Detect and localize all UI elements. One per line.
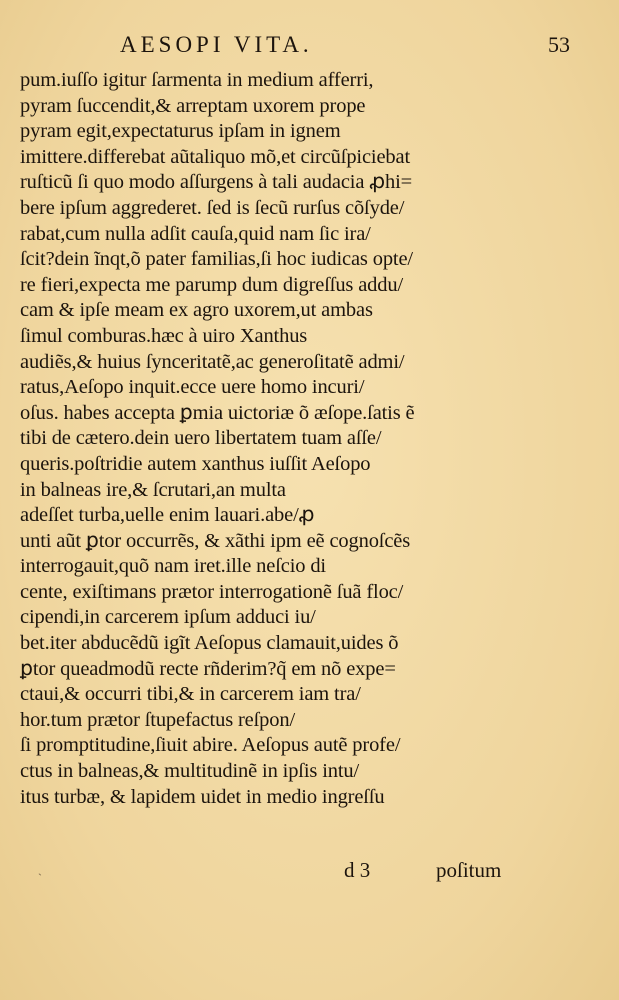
signature-mark: d 3 xyxy=(344,858,371,882)
running-head xyxy=(0,30,619,64)
text-line: imittere.differebat aũtaliquo mõ,et circũſpiciebat xyxy=(20,145,410,168)
text-line: tibi de cætero.dein uero libertatem tuam aſſe/ xyxy=(20,427,382,450)
text-line: interrogauit,quõ nam iret.ille neſcio di xyxy=(20,555,326,578)
text-block xyxy=(20,68,600,810)
ink-mark-icon: ˏ xyxy=(38,862,42,876)
text-line: ctaui,& occurri tibi,& in carcerem iam tra/ xyxy=(20,683,361,706)
page-footer xyxy=(0,858,619,888)
text-line: re fieri,expecta me parump dum digreſſus addu/ xyxy=(20,273,404,296)
text-line: ſi promptitudine,ſiuit abire. Aeſopus autẽ profe/ xyxy=(20,734,401,757)
text-line: ſcit?dein ĩnqt,õ pater familias,ſi hoc iudicas opte/ xyxy=(20,248,413,271)
text-line: ſimul comburas.hæc à uiro Xanthus xyxy=(20,324,308,347)
text-line: cente, exiſtimans prætor interrogationẽ ſuã floc/ xyxy=(20,580,404,603)
catchword: poſitum xyxy=(436,858,502,882)
text-line: hor.tum prætor ſtupefactus reſpon/ xyxy=(20,708,296,731)
text-line: queris.poſtridie autem xanthus iuſſit Aeſopo xyxy=(20,452,371,475)
running-title: AESOPI VITA. xyxy=(120,32,313,57)
text-line: ratus,Aeſopo inquit.ecce uere homo incuri/ xyxy=(20,376,365,399)
text-line: pyram ſuccendit,& arreptam uxorem prope xyxy=(20,94,366,117)
text-line: unti aũt ꝑtor occurrẽs, & xãthi ipm eẽ cognoſcẽs xyxy=(20,529,411,552)
text-line: ruſticũ ſi quo modo aſſurgens à tali audacia ꝓhi= xyxy=(20,171,413,194)
text-line: cam & ipſe meam ex agro uxorem,ut ambas xyxy=(20,299,373,322)
text-line: audiẽs,& huius ſynceritatẽ,ac generoſitatẽ admi/ xyxy=(20,350,405,373)
text-line: adeſſet turba,uelle enim lauari.abe/ꝓ xyxy=(20,504,315,527)
text-line: cipendi,in carcerem ipſum adduci iu/ xyxy=(20,606,316,629)
text-line: pum.iuſſo igitur ſarmenta in medium afferri, xyxy=(20,69,374,91)
text-line: oſus. habes accepta ꝑmia uictoriæ õ æſope.ſatis ẽ xyxy=(20,401,415,424)
text-line: rabat,cum nulla adſit cauſa,quid nam ſic ira/ xyxy=(20,222,371,245)
text-line: ctus in balneas,& multitudinẽ in ipſis intu/ xyxy=(20,760,360,783)
text-line: ꝑtor queadmodũ recte rñderim?q̃ em nõ expe= xyxy=(20,657,396,680)
text-line: itus turbæ, & lapidem uidet in medio ingreſſu xyxy=(20,785,385,808)
text-line: pyram egit,expectaturus ipſam in ignem xyxy=(20,120,341,143)
page-number: 53 xyxy=(548,32,570,57)
text-line: bere ipſum aggrederet. ſed is ſecũ rurſus cõſyde/ xyxy=(20,196,405,219)
text-line: bet.iter abducẽdũ igĩt Aeſopus clamauit,uides õ xyxy=(20,632,399,655)
text-line: in balneas ire,& ſcrutari,an multa xyxy=(20,478,286,501)
